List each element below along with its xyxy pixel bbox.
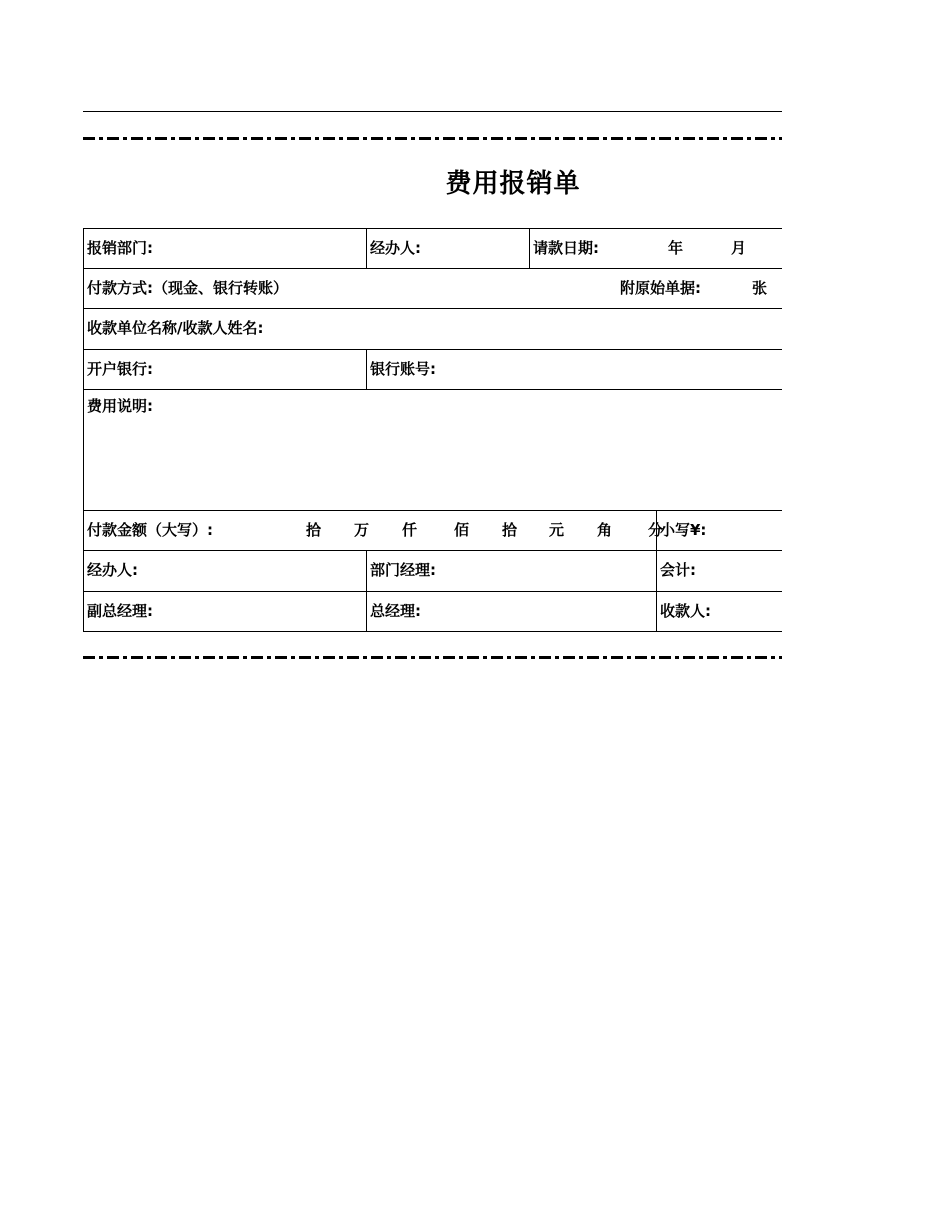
account-field[interactable]: 银行账号: xyxy=(370,360,436,378)
vp-sign-field[interactable]: 副总经理: xyxy=(87,602,153,620)
accountant-sign-field[interactable]: 会计: xyxy=(660,561,696,579)
unit-shi-wan: 拾 xyxy=(306,521,322,539)
handler-sign-field[interactable]: 经办人: xyxy=(87,561,138,579)
bank-field[interactable]: 开户银行: xyxy=(87,360,153,378)
payee-sign-field[interactable]: 收款人: xyxy=(660,602,711,620)
amount-words-field[interactable]: 付款金额（大写）: xyxy=(87,521,213,539)
reimbursement-form xyxy=(83,228,782,632)
dept-manager-sign-field[interactable]: 部门经理: xyxy=(370,561,436,579)
description-field[interactable]: 费用说明: xyxy=(87,397,153,415)
amount-figures-field[interactable]: 小写¥: xyxy=(660,521,707,539)
top-rule xyxy=(83,111,782,112)
sheets-unit: 张 xyxy=(752,279,768,297)
unit-wan: 万 xyxy=(354,521,370,539)
payee-field[interactable]: 收款单位名称/收款人姓名: xyxy=(87,319,264,337)
cut-line-bottom xyxy=(83,656,782,659)
request-date-field[interactable]: 请款日期: xyxy=(533,239,599,257)
attachments-field[interactable]: 附原始单据: xyxy=(620,279,701,297)
gm-sign-field[interactable]: 总经理: xyxy=(370,602,421,620)
handler-field[interactable]: 经办人: xyxy=(370,239,421,257)
unit-qian: 仟 xyxy=(402,521,418,539)
form-title: 费用报销单 xyxy=(445,169,581,199)
payment-method-field[interactable]: 付款方式:（现金、银行转账） xyxy=(87,279,288,297)
unit-jiao: 角 xyxy=(597,521,613,539)
unit-shi: 拾 xyxy=(502,521,518,539)
year-unit: 年 xyxy=(668,239,684,257)
grid-line xyxy=(83,631,782,632)
dept-field[interactable]: 报销部门: xyxy=(87,239,153,257)
unit-yuan: 元 xyxy=(549,521,565,539)
unit-bai: 佰 xyxy=(454,521,470,539)
unit-fen: 分 xyxy=(648,521,664,539)
grid-line xyxy=(83,389,782,390)
cut-line-top xyxy=(83,137,782,140)
month-unit: 月 xyxy=(731,239,747,257)
